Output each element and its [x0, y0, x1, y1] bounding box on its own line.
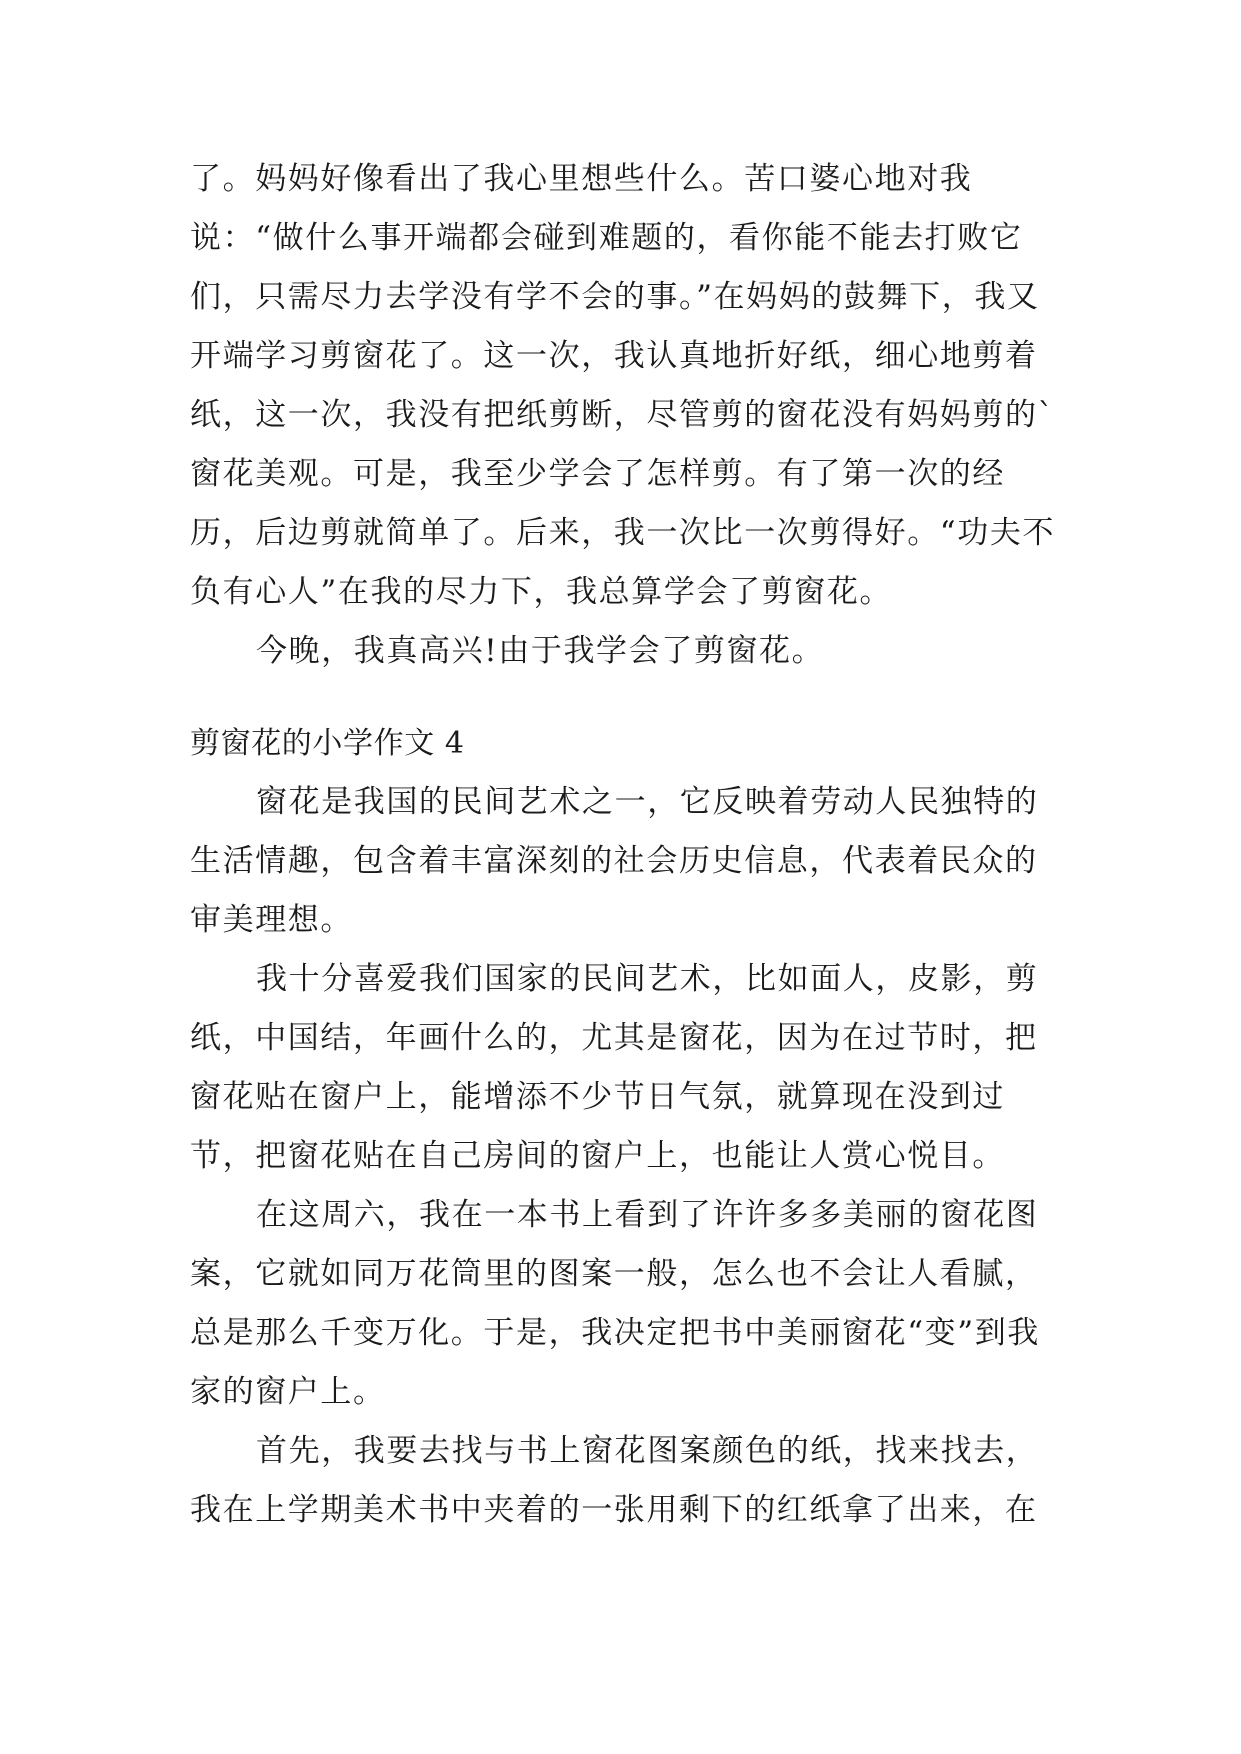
section-heading: 剪窗花的小学作文 4 — [190, 726, 465, 761]
paragraph-conclusion: 今晚，我真高兴!由于我学会了剪窗花。 — [256, 633, 825, 669]
paragraph-3: 在这周六，我在一本书上看到了许许多多美丽的窗花图案，它就如同万花筒里的图案一般，怎么也不会让人看腻，总是那么千变万化。于是，我决定把书中美丽窗花“变”到我家的窗户上。 — [190, 1197, 1040, 1410]
paragraph-1: 窗花是我国的民间艺术之一，它反映着劳动人民独特的生活情趣，包含着丰富深刻的社会历史信息，代表着民众的审美理想。 — [190, 784, 1039, 938]
paragraph-continued: 了。妈妈好像看出了我心里想些什么。苦口婆心地对我说：“做什么事开端都会碰到难题的，看你能不能去打败它们，只需尽力去学没有学不会的事。”在妈妈的鼓舞下，我又开端学习剪窗花了。这一次，我认真地折好纸，细心地剪着纸，这一次，我没有把纸剪断，尽管剪的窗花没有妈妈剪的`窗花美观。可是，我至少学会了怎样剪。有了第一次的经历，后边剪就简单了。后来，我一次比一次剪得好。“功夫不负有心人”在我的尽力下，我总算学会了剪窗花。 — [190, 161, 1056, 610]
essay-continuation — [190, 150, 1070, 681]
paragraph-2: 我十分喜爱我们国家的民间艺术，比如面人，皮影，剪纸，中国结，年画什么的，尤其是窗花，因为在过节时，把窗花贴在窗户上，能增添不少节日气氛，就算现在没到过节，把窗花贴在自己房间的窗户上，也能让人赏心悦目。 — [190, 961, 1039, 1174]
paragraph-4: 首先，我要去找与书上窗花图案颜色的纸，找来找去，我在上学期美术书中夹着的一张用剩下的红纸拿了出来，在 — [190, 1433, 1039, 1528]
essay-section-4 — [190, 714, 1070, 1540]
